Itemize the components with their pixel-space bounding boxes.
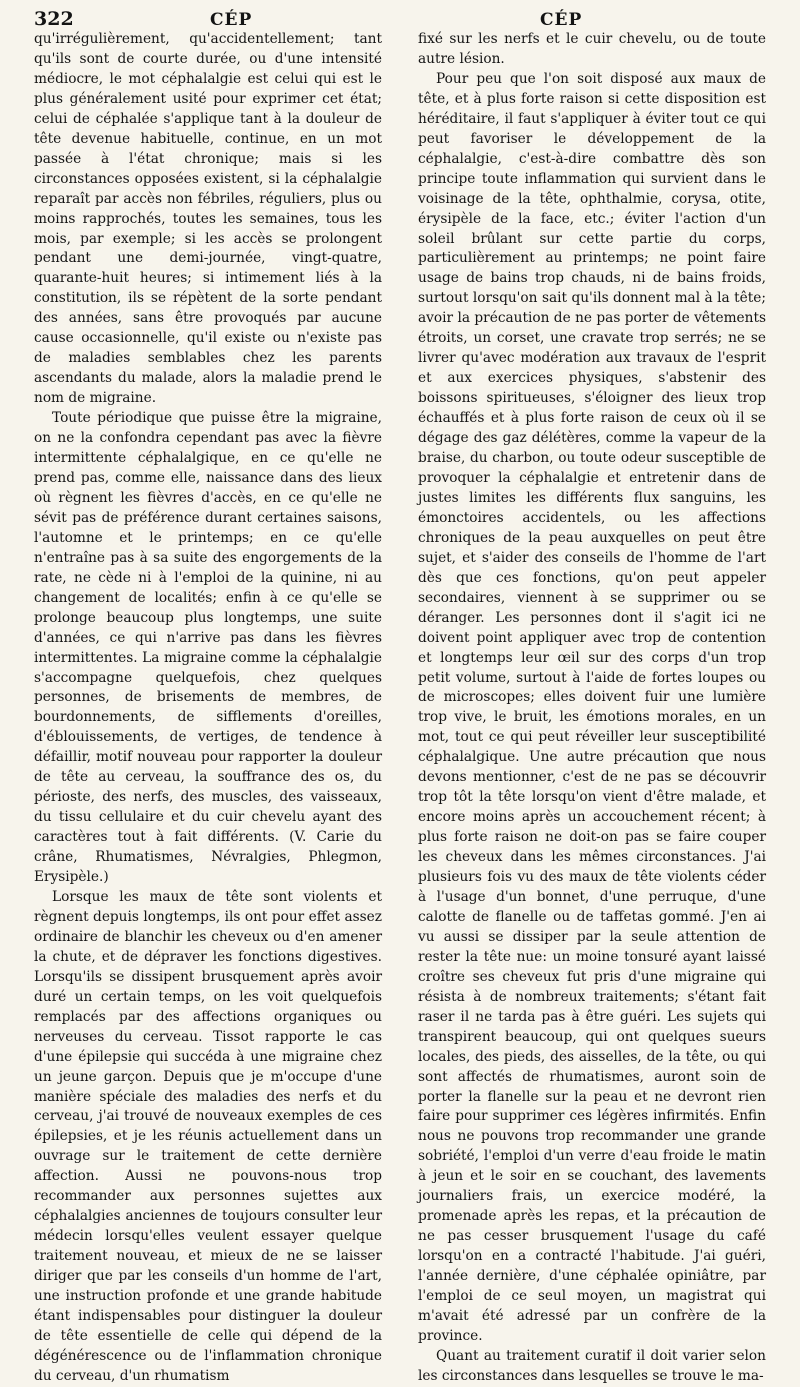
left-paragraph-2: Toute périodique que puisse être la migraine, on ne la confondra cependant pas avec la fièvre intermittente céphalalgique, en ce qu'elle ne prend pas, comme elle, naissance dans des lieux où règnent les fièvres d'accès, en ce qu'elle ne sévit pas de préférence durant certaines saisons, l'automne et le printemps; en ce qu'elle n'entraîne pas à sa suite des engorgements de la rate, ne cède ni à l'emploi de la quinine, ni au changement de localités; enfin à ce qu'elle se prolonge beaucoup plus longtemps, une suite d'années, ce qui n'arrive pas dans les fièvres intermittentes. La migraine comme la céphalalgie s'accompagne quelquefois, chez quelques personnes, de brisements de membres, de bourdonnements, de sifflements d'oreilles, d'éblouissements, de vertiges, de tendence à défaillir, motif nouveau pour rapporter la douleur de tête au cerveau, la souffrance des os, du périoste, des nerfs, des muscles, des vaisseaux, du tissu cellulaire et du cuir chevelu ayant des caractères tout à fait différents. (V. Carie du crâne, Rhumatismes, Névralgies, Phlegmon, Erysipèle.) bbox=[34, 410, 382, 886]
page-number: 322 bbox=[34, 8, 74, 30]
right-paragraph-1: fixé sur les nerfs et le cuir chevelu, ou de toute autre lésion. bbox=[418, 31, 766, 67]
running-head-left: CÉP bbox=[210, 10, 253, 30]
left-paragraph-1: qu'irrégulièrement, qu'accidentellement; tant qu'ils sont de courte durée, ou d'une intensité médiocre, le mot céphalalgie est celui qui est le plus généralement usité pour exprimer cet état; celui de céphalée s'applique tant à la douleur de tête devenue habituelle, continue, en un mot passée à l'état chronique; mais si les circonstances opposées existent, si la céphalalgie reparaît par accès non fébriles, réguliers, plus ou moins rapprochés, toutes les semaines, tous les mois, par exemple; si les accès se prolongent pendant une demi-journée, vingt-quatre, quarante-huit heures; si intimement liés à la constitution, ils se répètent de la sorte pendant des années, sans être provoqués par aucune cause occasionnelle, qu'il existe ou n'existe pas de maladies semblables chez les parents ascendants du malade, alors la maladie prend le nom de migraine. bbox=[34, 31, 382, 407]
right-paragraph-2: Pour peu que l'on soit disposé aux maux de tête, et à plus forte raison si cette disposition est héréditaire, il faut s'appliquer à éviter tout ce qui peut favoriser le développement de la céphalalgie, c'est-à-dire combattre dès son principe toute inflammation qui survient dans le voisinage de la tête, ophthalmie, corysa, otite, érysipèle de la face, etc.; éviter l'action d'un soleil brûlant sur cette partie du corps, particulièrement au printemps; ne point faire usage de bains trop chauds, ni de bains froids, surtout lorsqu'on sait qu'ils donnent mal à la tête; avoir la précaution de ne pas porter de vêtements étroits, un corset, une cravate trop serrés; ne se livrer qu'avec modération aux travaux de l'esprit et aux exercices physiques, s'abstenir des boissons spiritueuses, s'éloigner des lieux trop échauffés et à plus forte raison de ceux où il se dégage des gaz délétères, comme la vapeur de la braise, du charbon, ou toute odeur susceptible de provoquer la céphalalgie et entretenir dans de justes limites les différents flux sanguins, les émonctoires accidentels, ou les affections chroniques de la peau auxquelles on peut être sujet, et s'aider des conseils de l'homme de l'art dès que ces fonctions, qu'on peut appeler secondaires, viennent à se supprimer ou se déranger. Les personnes dont il s'agit ici ne doivent point appliquer avec trop de contention et longtemps leur œil sur des corps d'un trop petit volume, surtout à l'aide de fortes loupes ou de microscopes; elles doivent fuir une lumière trop vive, le bruit, les émotions morales, en un mot, tout ce qui peut réveiller leur susceptibilité céphalalgique. Une autre précaution que nous devons mentionner, c'est de ne pas se découvrir trop tôt la tête lorsqu'on vient d'être malade, et encore moins après un accouchement récent; à plus forte raison ne doit-on pas se faire couper les cheveux dans les mêmes circonstances. J'ai plusieurs fois vu des maux de tête violents céder à l'usage d'un bonnet, d'une perruque, d'une calotte de flanelle ou de taffetas gommé. J'en ai vu aussi se dissiper par la seule attention de rester la tête nue: un moine tonsuré ayant laissé croître ses cheveux fut pris d'une migraine qui résista à de nombreux traitements; s'étant fait raser il ne tarda pas à être guéri. Les sujets qui transpirent beaucoup, qui ont quelques sueurs locales, des pieds, des aisselles, de la tête, ou qui sont affectés de rhumatismes, auront soin de porter la flanelle sur la peau et ne devront rien faire pour supprimer ces légères infirmités. Enfin nous ne pouvons trop recommander une grande sobriété, l'emploi d'un verre d'eau froide le matin à jeun et le soir en se couchant, des lavements journaliers frais, un exercice modéré, la promenade après les repas, et la précaution de ne pas cesser brusquement l'usage du café lorsqu'on en a contracté l'habitude. J'ai guéri, l'année dernière, d'une céphalée opiniâtre, par l'emploi de ce seul moyen, un magistrat qui m'avait été adressé par un confrère de la province. bbox=[418, 70, 766, 1344]
right-column bbox=[418, 30, 766, 1387]
right-paragraph-3: Quant au traitement curatif il doit varier selon les circonstances dans lesquelles se trouve le ma- bbox=[418, 1347, 766, 1384]
running-head-right: CÉP bbox=[540, 10, 583, 30]
left-paragraph-3: Lorsque les maux de tête sont violents et règnent depuis longtemps, ils ont pour effet assez ordinaire de blanchir les cheveux ou d'en amener la chute, et de dépraver les fonctions digestives. Lorsqu'ils se dissipent brusquement après avoir duré un certain temps, on les voit quelquefois remplacés par des affections organiques ou nerveuses du cerveau. Tissot rapporte le cas d'une épilepsie qui succéda à une migraine chez un jeune garçon. Depuis que je m'occupe d'une manière spéciale des maladies des nerfs et du cerveau, j'ai trouvé de nouveaux exemples de ces épilepsies, et je les réunis actuellement dans un ouvrage sur le traitement de cette dernière affection. Aussi ne pouvons-nous trop recommander aux personnes sujettes aux céphalalgies anciennes de toujours consulter leur médecin lorsqu'elles veulent essayer quelque traitement nouveau, et mieux de ne se laisser diriger que par les conseils d'un homme de l'art, une instruction profonde et une grande habitude étant indispensables pour distinguer la douleur de tête essentielle de celle qui dépend de la dégénérescence ou de l'inflammation chronique du cerveau, d'un rhumatism bbox=[34, 888, 382, 1384]
left-column bbox=[34, 30, 382, 1387]
